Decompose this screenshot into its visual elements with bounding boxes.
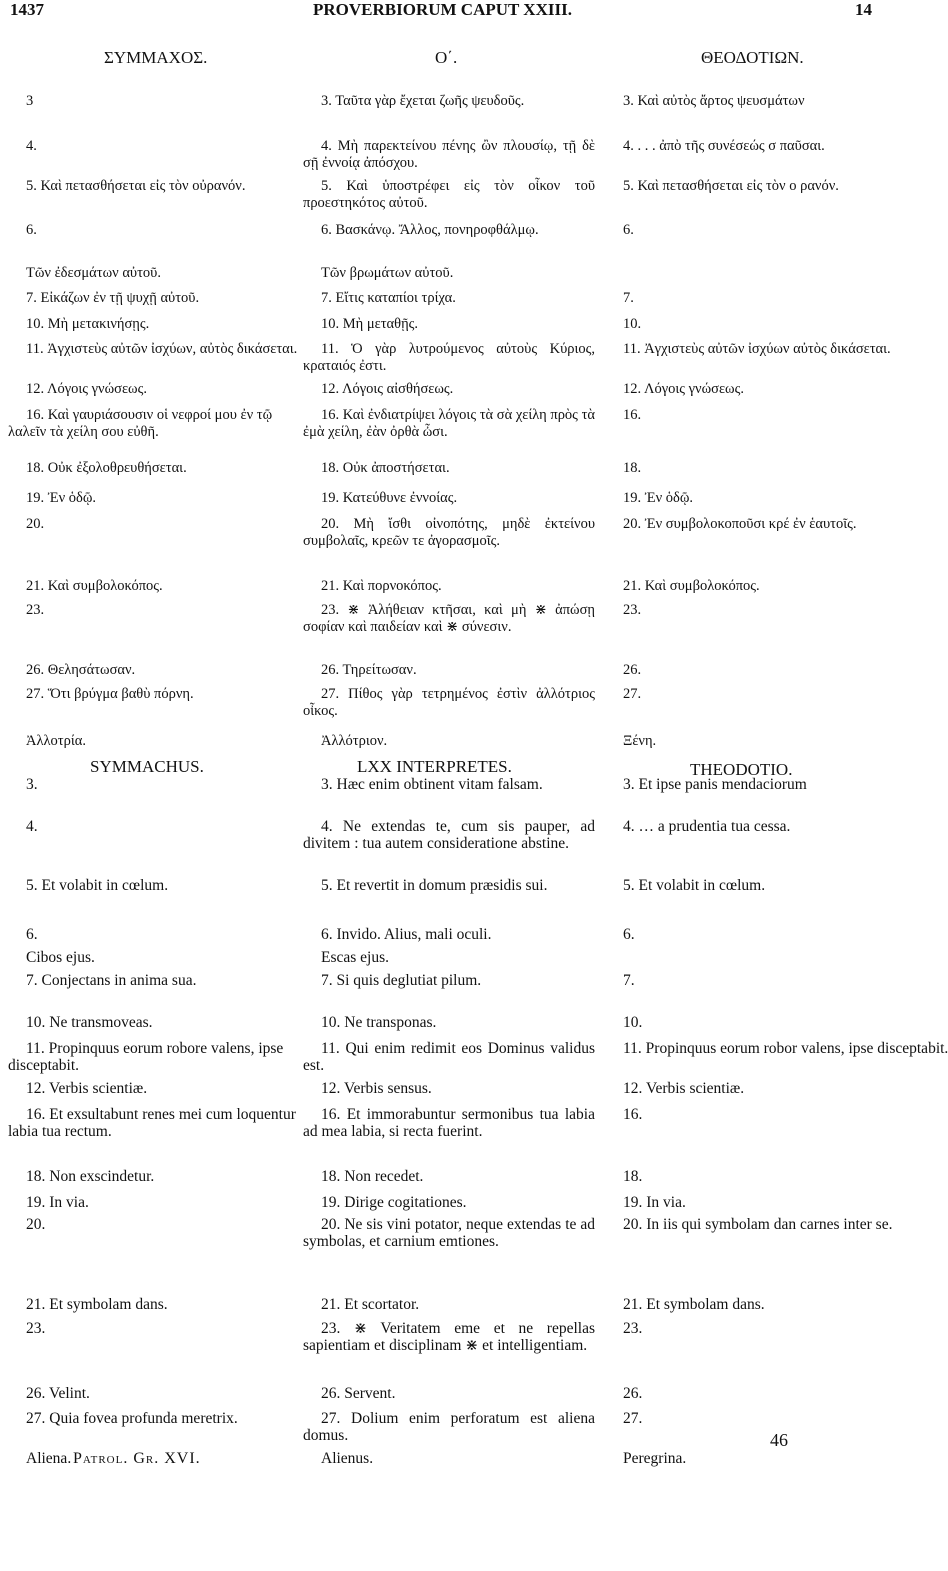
- latin-sym-verse: 21. Et symbolam dans.: [26, 1296, 168, 1313]
- latin-theo-verse: Peregrina.: [623, 1450, 687, 1467]
- latin-sym-verse: 6.: [26, 926, 38, 943]
- latin-theo-verse: 4. … a prudentia tua cessa.: [623, 818, 791, 835]
- greek-sym-verse: 5. Καὶ πετασθήσεται εἰς τὸν οὐρανόν.: [26, 178, 246, 194]
- latin-theo-verse: 5. Et volabit in cœlum.: [623, 877, 766, 894]
- latin-theo-verse: 27.: [623, 1410, 643, 1427]
- latin-lxx-verse: 16. Et immorabuntur sermonibus tua labia ad mea labia, si recta fuerint.: [303, 1106, 595, 1140]
- latin-lxx-verse: 3. Hæc enim obtinent vitam falsam.: [321, 776, 543, 793]
- latin-theo-verse: 6.: [623, 926, 635, 943]
- latin-lxx-verse: 26. Servent.: [321, 1385, 396, 1402]
- greek-lxx-verse: 6. Βασκάνῳ. Ἄλλος, πονηροφθάλμῳ.: [321, 222, 539, 238]
- greek-lxx-verse: 16. Καὶ ἐνδιατρίψει λόγοις τὰ σὰ χείλη πρὸς τὰ ἐμὰ χείλη, ἐὰν ὀρθὰ ὦσι.: [303, 407, 595, 440]
- greek-lxx-verse: 18. Οὐκ ἀποστήσεται.: [321, 460, 450, 476]
- latin-sym-verse: 26. Velint.: [26, 1385, 90, 1402]
- latin-lxx-verse: Alienus.: [321, 1450, 374, 1467]
- greek-sym-verse: 26. Θελησάτωσαν.: [26, 662, 136, 678]
- greek-theo-verse: 19. Ἐν ὁδῷ.: [623, 490, 694, 506]
- greek-sym-verse: 27. Ὅτι βρύγμα βαθὺ πόρνη.: [26, 686, 194, 702]
- latin-sym-verse: 20.: [26, 1216, 46, 1233]
- latin-theo-verse: 16.: [623, 1106, 643, 1123]
- greek-theo-verse: 10.: [623, 316, 642, 332]
- latin-lxx-verse: 18. Non recedet.: [321, 1168, 424, 1185]
- latin-sym-verse: 3.: [26, 776, 38, 793]
- latin-sym-verse: 7. Conjectans in anima sua.: [26, 972, 197, 989]
- latin-theo-verse: 26.: [623, 1385, 643, 1402]
- latin-theo-verse: 18.: [623, 1168, 643, 1185]
- greek-lxx-verse: 11. Ὁ γὰρ λυτρούμενος αὐτοὺς Κύριος, κραταιός ἐστι.: [303, 341, 595, 374]
- latin-sym-verse: Cibos ejus.: [26, 949, 95, 966]
- latin-sym-verse: 16. Et exsultabunt renes mei cum loquentur labia tua rectum.: [8, 1106, 296, 1140]
- latin-sym-verse: 4.: [26, 818, 38, 835]
- greek-lxx-verse: 4. Μὴ παρεκτείνου πένης ὢν πλουσίῳ, τῇ δὲ σῇ ἐννοίᾳ ἀπόσχου.: [303, 138, 595, 171]
- latin-sym-verse: 5. Et volabit in cœlum.: [26, 877, 169, 894]
- latin-sym-verse: 23.: [26, 1320, 46, 1337]
- greek-theo-verse: 7.: [623, 290, 634, 306]
- greek-theo-verse: 16.: [623, 407, 642, 423]
- greek-sym-verse: 4.: [26, 138, 37, 154]
- latin-sym-verse: 12. Verbis scientiæ.: [26, 1080, 148, 1097]
- greek-theo-verse: Ξένη.: [623, 733, 657, 749]
- greek-theo-verse: 27.: [623, 686, 642, 702]
- page-number-left: 1437: [10, 0, 44, 19]
- latin-lxx-verse: 27. Dolium enim perforatum est aliena domus.: [303, 1410, 595, 1444]
- latin-theo-verse: 11. Propinquus eorum robor valens, ipse disceptabit.: [623, 1040, 948, 1057]
- latin-lxx-verse: 20. Ne sis vini potator, neque extendas te ad symbolas, et carnium emtiones.: [303, 1216, 595, 1250]
- greek-sym-verse: 10. Μὴ μετακινήσῃς.: [26, 316, 150, 332]
- latin-lxx-verse: 12. Verbis sensus.: [321, 1080, 432, 1097]
- latin-theo-verse: 20. In iis qui symbolam dan carnes inter se.: [623, 1216, 893, 1233]
- greek-lxx-verse: 26. Τηρείτωσαν.: [321, 662, 417, 678]
- greek-theo-verse: 26.: [623, 662, 642, 678]
- greek-head-symmachus: ΣΥΜΜΑΧΟΣ.: [104, 48, 208, 67]
- latin-lxx-verse: 5. Et revertit in domum præsidis sui.: [321, 877, 548, 894]
- greek-lxx-verse: 27. Πίθος γὰρ τετρημένος ἐστὶν ἀλλότριος οἶκος.: [303, 686, 595, 719]
- latin-lxx-verse: 7. Si quis deglutiat pilum.: [321, 972, 482, 989]
- greek-theo-verse: 11. Ἀγχιστεὺς αὐτῶν ἰσχύων αὐτὸς δικάσεται.: [623, 341, 891, 357]
- latin-theo-verse: 21. Et symbolam dans.: [623, 1296, 765, 1313]
- greek-sym-verse: 11. Ἀγχιστεὺς αὐτῶν ἰσχύων, αὐτὸς δικάσεται.: [26, 341, 298, 357]
- greek-sym-verse: 3: [26, 93, 34, 109]
- latin-sym-verse: 10. Ne transmoveas.: [26, 1014, 153, 1031]
- greek-sym-verse: 21. Καὶ συμβολοκόπος.: [26, 578, 163, 594]
- greek-theo-verse: 23.: [623, 602, 642, 618]
- latin-theo-verse: 7.: [623, 972, 635, 989]
- latin-lxx-verse: 21. Et scortator.: [321, 1296, 420, 1313]
- greek-sym-verse: 7. Εἰκάζων ἐν τῇ ψυχῇ αὐτοῦ.: [26, 290, 200, 306]
- latin-head-lxx: LXX INTERPRETES.: [357, 757, 512, 776]
- page-number-right: 14: [855, 0, 872, 19]
- greek-theo-verse: 21. Καὶ συμβολοκόπος.: [623, 578, 760, 594]
- latin-theo-verse: 23.: [623, 1320, 643, 1337]
- greek-head-theodotion: ΘΕΟΔΟΤΙΩΝ.: [701, 48, 804, 67]
- greek-sym-verse: 19. Ἐν ὁδῷ.: [26, 490, 97, 506]
- latin-theo-verse: 12. Verbis scientiæ.: [623, 1080, 745, 1097]
- latin-lxx-verse: 10. Ne transponas.: [321, 1014, 437, 1031]
- latin-lxx-verse: 4. Ne extendas te, cum sis pauper, ad divitem : tua autem consideratione abstine.: [303, 818, 595, 852]
- latin-theo-verse: 10.: [623, 1014, 643, 1031]
- latin-head-theodotion: THEODOTIO.: [690, 760, 793, 779]
- greek-theo-verse: 12. Λόγοις γνώσεως.: [623, 381, 744, 397]
- greek-lxx-verse: 7. Εἴτις καταπίοι τρίχα.: [321, 290, 456, 306]
- latin-sym-verse: 27. Quia fovea profunda meretrix.: [26, 1410, 238, 1427]
- volume-signature: Patrol. Gr. XVI.: [73, 1450, 201, 1467]
- latin-lxx-verse: 6. Invido. Alius, mali oculi.: [321, 926, 492, 943]
- greek-lxx-verse: 23. ⋇ Ἀλήθειαν κτῆσαι, καὶ μὴ ⋇ ἀπώσῃ σοφίαν καὶ παιδείαν καὶ ⋇ σύνεσιν.: [303, 602, 595, 635]
- greek-sym-verse: 18. Οὐκ ἐξολοθρευθήσεται.: [26, 460, 187, 476]
- signature-number: 46: [770, 1430, 788, 1450]
- greek-lxx-verse: 10. Μὴ μεταθῇς.: [321, 316, 419, 332]
- greek-sym-verse: 6.: [26, 222, 37, 238]
- latin-lxx-verse: 23. ⋇ Veritatem eme et ne repellas sapientiam et disciplinam ⋇ et intelligentiam.: [303, 1320, 595, 1354]
- greek-sym-verse: 12. Λόγοις γνώσεως.: [26, 381, 147, 397]
- greek-sym-verse: 20.: [26, 516, 45, 532]
- greek-head-lxx: Ο΄.: [435, 48, 458, 67]
- latin-sym-verse: 11. Propinquus eorum robore valens, ipse disceptabit.: [8, 1040, 284, 1074]
- greek-theo-verse: 20. Ἐν συμβολοκοποῦσι κρέ ἐν ἑαυτοῖς.: [623, 516, 857, 532]
- latin-head-symmachus: SYMMACHUS.: [90, 757, 204, 776]
- latin-sym-verse: Aliena.: [26, 1450, 72, 1467]
- greek-theo-verse: 6.: [623, 222, 634, 238]
- latin-sym-verse: 18. Non exscindetur.: [26, 1168, 155, 1185]
- greek-lxx-verse: Τῶν βρωμάτων αὐτοῦ.: [321, 265, 454, 281]
- latin-lxx-verse: 19. Dirige cogitationes.: [321, 1194, 467, 1211]
- latin-lxx-verse: Escas ejus.: [321, 949, 390, 966]
- latin-theo-verse: 19. In via.: [623, 1194, 686, 1211]
- greek-theo-verse: 4. . . . ἀπὸ τῆς συνέσεώς σ παῦσαι.: [623, 138, 825, 154]
- greek-lxx-verse: 12. Λόγοις αἰσθήσεως.: [321, 381, 454, 397]
- greek-theo-verse: 3. Καὶ αὐτὸς ἄρτος ψευσμάτων: [623, 93, 805, 109]
- latin-sym-verse: 19. In via.: [26, 1194, 89, 1211]
- running-title: PROVERBIORUM CAPUT XXIII.: [313, 0, 572, 19]
- greek-lxx-verse: 5. Καὶ ὑποστρέφει εἰς τὸν οἶκον τοῦ προεστηκότος αὐτοῦ.: [303, 178, 595, 211]
- greek-theo-verse: 18.: [623, 460, 642, 476]
- greek-sym-verse: 16. Καὶ γαυριάσουσιν οἱ νεφροί μου ἐν τῷ λαλεῖν τὰ χείλη σου εὐθῆ.: [8, 407, 273, 440]
- latin-lxx-verse: 11. Qui enim redimit eos Dominus validus est.: [303, 1040, 595, 1074]
- greek-lxx-verse: 3. Ταῦτα γὰρ ἔχεται ζωῆς ψευδοῦς.: [321, 93, 525, 109]
- greek-lxx-verse: 19. Κατεύθυνε ἐννοίας.: [321, 490, 458, 506]
- greek-theo-verse: 5. Καὶ πετασθήσεται εἰς τὸν ο ρανόν.: [623, 178, 839, 194]
- greek-sym-verse: 23.: [26, 602, 45, 618]
- latin-theo-verse: 3. Et ipse panis mendaciorum: [623, 776, 807, 793]
- greek-lxx-verse: Ἀλλότριον.: [321, 733, 388, 749]
- greek-lxx-verse: 20. Μὴ ἴσθι οἰνοπότης, μηδὲ ἐκτείνου συμβολαῖς, κρεῶν τε ἀγορασμοῖς.: [303, 516, 595, 549]
- greek-lxx-verse: 21. Καὶ πορνοκόπος.: [321, 578, 442, 594]
- greek-sym-verse: Ἀλλοτρία.: [26, 733, 86, 749]
- greek-sym-verse: Τῶν ἐδεσμάτων αὐτοῦ.: [26, 265, 161, 281]
